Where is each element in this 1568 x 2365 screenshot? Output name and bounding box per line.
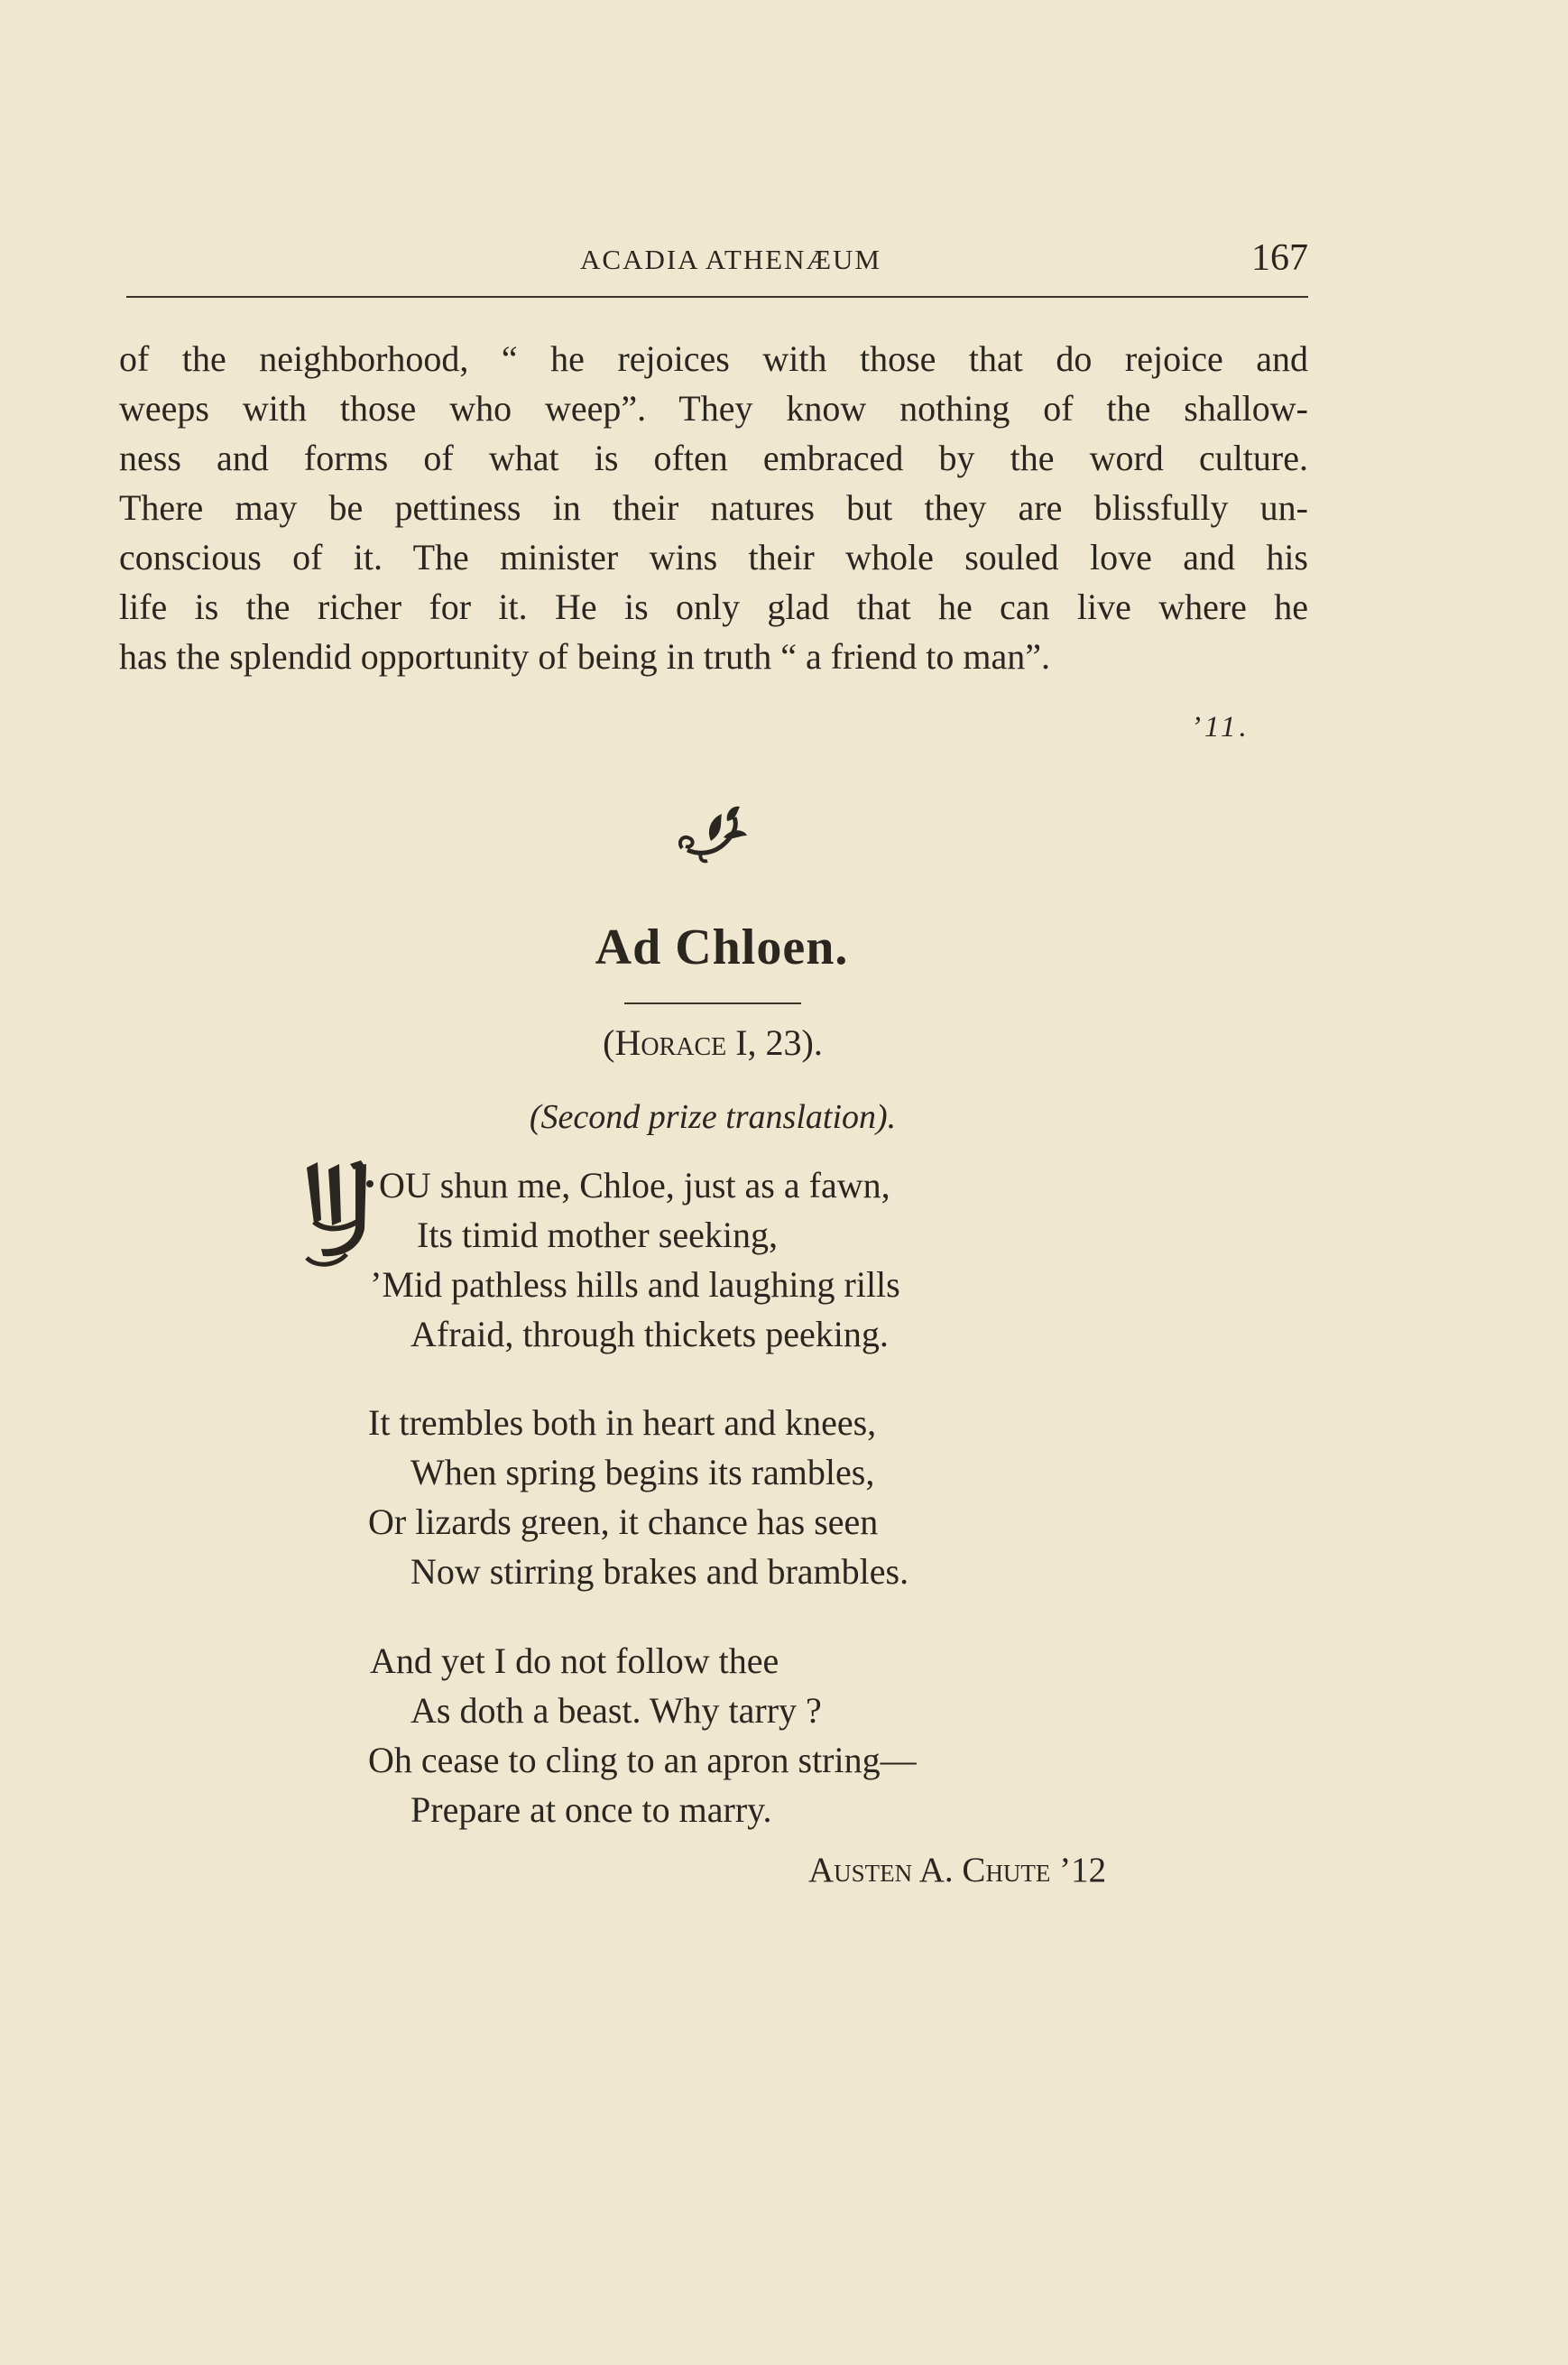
- essay-paragraph-end: [119, 334, 1308, 681]
- paragraph-line: life is the richer for it. He is only glad that he can live where he: [119, 587, 1308, 627]
- poem-line: Afraid, through thickets peeking.: [410, 1314, 889, 1354]
- poem-line: It trembles both in heart and knees,: [368, 1402, 877, 1443]
- poem-line: Or lizards green, it chance has seen: [368, 1501, 879, 1542]
- title-rule: [624, 1002, 801, 1004]
- fleuron-icon: [675, 801, 751, 864]
- poem-author: Austen A. Chute ’12: [808, 1851, 1107, 1889]
- poem-line: OU shun me, Chloe, just as a fawn,: [379, 1165, 890, 1206]
- essay-signature: ’11.: [1191, 711, 1250, 744]
- running-title: ACADIA ATHENÆUM: [580, 244, 881, 275]
- poem-note: (Second prize translation).: [529, 1098, 897, 1136]
- poem-line: As doth a beast. Why tarry ?: [410, 1690, 822, 1731]
- page-number: 167: [1251, 237, 1308, 279]
- paragraph-line: conscious of it. The minister wins their whole souled love and his: [119, 537, 1308, 577]
- poem-title: Ad Chloen.: [595, 919, 849, 975]
- paragraph-line: of the neighborhood, “ he rejoices with those that do rejoice and: [119, 338, 1308, 379]
- drop-cap-initial: [301, 1157, 383, 1269]
- poem-line: When spring begins its rambles,: [410, 1452, 875, 1492]
- paragraph-line: weeps with those who weep”. They know nothing of the shallow-: [119, 388, 1308, 429]
- poem-line: Prepare at once to marry.: [410, 1789, 772, 1830]
- poem-line: Its timid mother seeking,: [417, 1215, 778, 1255]
- header-rule: [126, 296, 1308, 298]
- poem-line: ’Mid pathless hills and laughing rills: [370, 1264, 900, 1305]
- paragraph-line: There may be pettiness in their natures but they are blissfully un-: [119, 487, 1308, 528]
- poem-line: Now stirring brakes and brambles.: [410, 1551, 909, 1592]
- poem-line: And yet I do not follow thee: [370, 1640, 779, 1681]
- poem-source: (Horace I, 23).: [603, 1022, 823, 1063]
- paragraph-line: ness and forms of what is often embraced by the word culture.: [119, 438, 1308, 478]
- poem-line: Oh cease to cling to an apron string—: [368, 1740, 917, 1780]
- paragraph-line: has the splendid opportunity of being in truth “ a friend to man”.: [119, 636, 1050, 677]
